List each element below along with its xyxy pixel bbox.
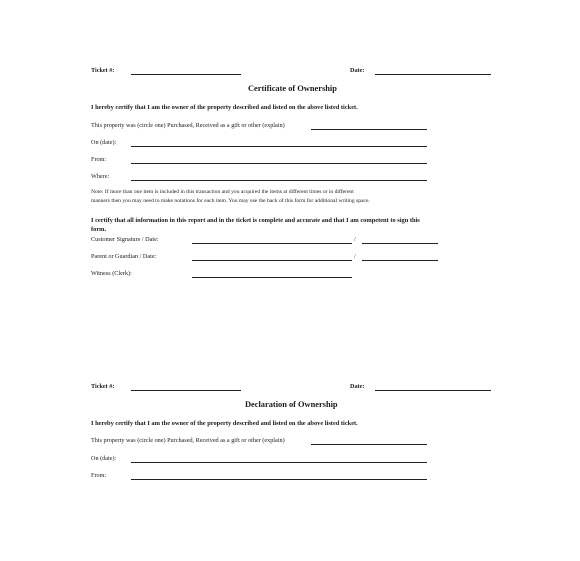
- certify-info-statement: [91, 216, 420, 234]
- slash: /: [354, 236, 356, 243]
- explain-field[interactable]: [311, 129, 427, 130]
- ticket-label: Ticket #:: [91, 383, 115, 390]
- property-acquisition-text: This property was (circle one) Purchased, Received as a gift or other (explain): [91, 122, 285, 129]
- on-date-field[interactable]: [131, 146, 427, 147]
- from-label: From:: [91, 472, 107, 479]
- certificate-title: Certificate of Ownership: [248, 84, 337, 93]
- certify-statement: I hereby certify that I am the owner of the property described and listed on the above listed ticket.: [91, 420, 358, 427]
- declaration-title: Declaration of Ownership: [245, 400, 338, 409]
- ticket-label: Ticket #:: [91, 67, 115, 74]
- on-date-label: On (date):: [91, 455, 117, 462]
- date-label: Date:: [350, 383, 365, 390]
- ticket-number-field[interactable]: [131, 390, 241, 391]
- customer-date-field[interactable]: [362, 243, 438, 244]
- certify-info-line: form.: [91, 226, 107, 233]
- note-line: manners then you may need to make notations for each item. You may use the back of this form for additional writing space.: [91, 197, 370, 204]
- customer-signature-field[interactable]: [192, 243, 352, 244]
- witness-label: Witness (Clerk):: [91, 270, 132, 277]
- note-line: Note: If more than one item is included in this transaction and you acquired the items at different times or in different: [91, 189, 354, 195]
- property-acquisition-text: This property was (circle one) Purchased, Received as a gift or other (explain): [91, 437, 285, 444]
- parent-guardian-label: Parent or Guardian / Date:: [91, 253, 157, 260]
- from-label: From:: [91, 156, 107, 163]
- customer-signature-label: Customer Signature / Date:: [91, 236, 159, 243]
- date-field[interactable]: [375, 390, 491, 391]
- note-text: [91, 188, 491, 205]
- where-field[interactable]: [131, 180, 427, 181]
- date-label: Date:: [350, 67, 365, 74]
- on-date-label: On (date):: [91, 139, 117, 146]
- on-date-field[interactable]: [131, 462, 427, 463]
- parent-date-field[interactable]: [362, 260, 438, 261]
- certify-statement: I hereby certify that I am the owner of the property described and listed on the above listed ticket.: [91, 104, 358, 111]
- parent-signature-field[interactable]: [192, 260, 352, 261]
- from-field[interactable]: [131, 479, 427, 480]
- ticket-number-field[interactable]: [131, 74, 241, 75]
- witness-signature-field[interactable]: [192, 277, 352, 278]
- where-label: Where:: [91, 173, 110, 180]
- from-field[interactable]: [131, 163, 427, 164]
- certify-info-line: I certify that all information in this report and in the ticket is complete and accurate and that I am competent to sign this: [91, 217, 420, 224]
- date-field[interactable]: [375, 74, 491, 75]
- slash: /: [354, 253, 356, 260]
- explain-field[interactable]: [311, 444, 427, 445]
